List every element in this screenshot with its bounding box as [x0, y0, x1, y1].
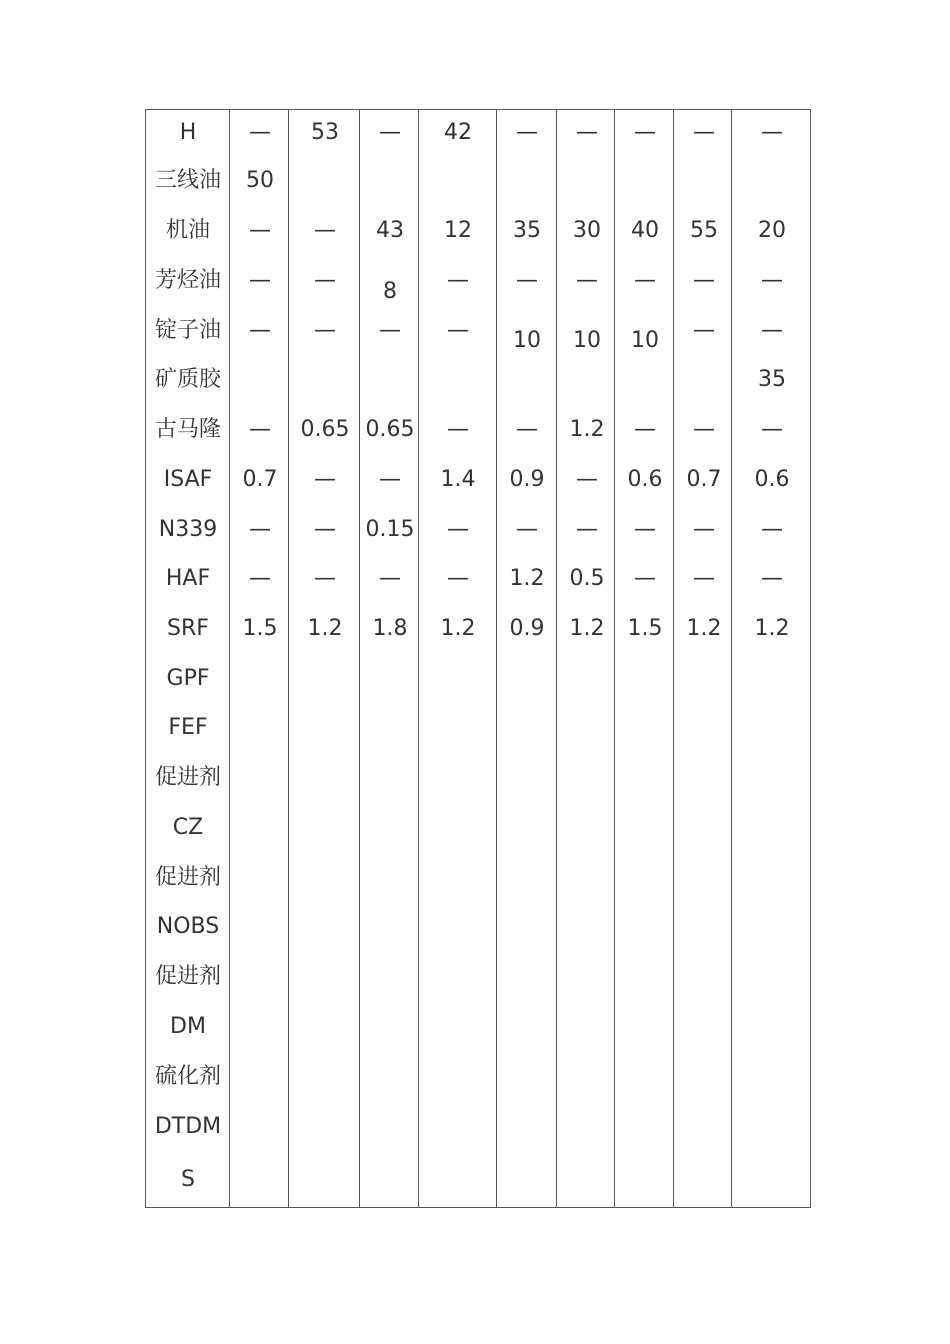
table-cell: 0.7 — [242, 467, 278, 492]
table-cell: 1.2 — [569, 616, 605, 641]
table-cell: 0.15 — [365, 517, 415, 542]
table-cell: 1.8 — [372, 616, 408, 641]
table-cell: 0.9 — [509, 616, 545, 641]
row-label: ISAF — [163, 467, 213, 492]
column-divider — [673, 110, 674, 1207]
table-cell: — — [516, 417, 538, 442]
column-divider — [418, 110, 419, 1207]
table-cell: — — [761, 318, 783, 343]
table-cell: — — [634, 120, 656, 145]
table-cell: 1.2 — [686, 616, 722, 641]
row-label: CZ — [172, 815, 204, 840]
data-table — [145, 109, 811, 1208]
table-cell: — — [314, 517, 336, 542]
column-divider — [359, 110, 360, 1207]
table-cell: — — [249, 566, 271, 591]
row-label: 促进剂 — [154, 765, 222, 790]
table-cell: — — [576, 517, 598, 542]
row-label: DM — [170, 1014, 206, 1039]
table-cell: — — [516, 120, 538, 145]
table-cell: 10 — [573, 328, 601, 353]
row-label: 促进剂 — [154, 865, 222, 890]
table-cell: 8 — [383, 279, 397, 304]
table-cell: — — [249, 268, 271, 293]
table-cell: 1.2 — [509, 566, 545, 591]
table-cell: — — [249, 318, 271, 343]
row-label: 机油 — [165, 218, 211, 243]
row-label: 芳烃油 — [154, 268, 222, 293]
column-divider — [556, 110, 557, 1207]
table-cell: — — [576, 467, 598, 492]
table-cell: — — [761, 566, 783, 591]
column-divider — [731, 110, 732, 1207]
table-cell: — — [693, 566, 715, 591]
table-cell: — — [379, 566, 401, 591]
table-cell: 35 — [758, 367, 786, 392]
table-cell: 1.2 — [569, 417, 605, 442]
table-cell: 1.4 — [440, 467, 476, 492]
table-cell: — — [693, 417, 715, 442]
table-cell: — — [693, 268, 715, 293]
row-label: DTDM — [154, 1114, 222, 1139]
table-cell: 12 — [444, 218, 472, 243]
table-cell: 0.7 — [686, 467, 722, 492]
column-divider — [229, 110, 230, 1207]
row-label: 硫化剂 — [154, 1064, 222, 1089]
table-cell: — — [447, 318, 469, 343]
table-cell: — — [314, 268, 336, 293]
table-cell: — — [761, 417, 783, 442]
table-cell: — — [576, 120, 598, 145]
column-divider — [288, 110, 289, 1207]
table-cell: — — [634, 268, 656, 293]
table-cell: — — [634, 417, 656, 442]
table-cell: — — [249, 218, 271, 243]
table-cell: 0.6 — [754, 467, 790, 492]
table-cell: 53 — [311, 120, 339, 145]
row-label: GPF — [166, 666, 210, 691]
table-cell: — — [634, 566, 656, 591]
table-cell: 1.2 — [307, 616, 343, 641]
table-cell: 1.5 — [627, 616, 663, 641]
table-cell: — — [693, 120, 715, 145]
table-cell: — — [634, 517, 656, 542]
table-cell: — — [314, 566, 336, 591]
table-cell: 43 — [376, 218, 404, 243]
row-label: N339 — [158, 517, 218, 542]
column-divider — [496, 110, 497, 1207]
row-label: SRF — [167, 616, 209, 641]
table-cell: 0.9 — [509, 467, 545, 492]
table-cell: 0.5 — [569, 566, 605, 591]
row-label: 矿质胶 — [154, 367, 222, 392]
table-cell: — — [761, 120, 783, 145]
table-cell: 1.2 — [440, 616, 476, 641]
table-cell: — — [314, 318, 336, 343]
table-cell: — — [379, 467, 401, 492]
table-cell: — — [516, 268, 538, 293]
row-label: HAF — [165, 566, 211, 591]
row-label: FEF — [168, 715, 208, 740]
table-cell: — — [693, 318, 715, 343]
table-cell: — — [693, 517, 715, 542]
table-cell: 1.5 — [242, 616, 278, 641]
row-label: 促进剂 — [154, 964, 222, 989]
table-cell: 40 — [631, 218, 659, 243]
table-cell: 50 — [246, 168, 274, 193]
table-cell: — — [761, 517, 783, 542]
row-label: S — [181, 1167, 195, 1192]
table-cell: 1.2 — [754, 616, 790, 641]
table-cell: — — [249, 517, 271, 542]
table-cell: — — [314, 467, 336, 492]
table-cell: 10 — [513, 328, 541, 353]
table-cell: 0.65 — [365, 417, 415, 442]
column-divider — [614, 110, 615, 1207]
table-cell: — — [576, 268, 598, 293]
row-label: 古马隆 — [154, 417, 222, 442]
table-cell: — — [447, 417, 469, 442]
row-label: 三线油 — [154, 168, 222, 193]
table-cell: 20 — [758, 218, 786, 243]
table-cell: 10 — [631, 328, 659, 353]
table-cell: — — [379, 120, 401, 145]
row-label: NOBS — [156, 914, 220, 939]
table-cell: — — [447, 268, 469, 293]
table-cell: — — [447, 517, 469, 542]
table-cell: — — [447, 566, 469, 591]
table-cell: 0.6 — [627, 467, 663, 492]
table-cell: — — [379, 318, 401, 343]
row-label: H — [179, 120, 197, 145]
row-label: 锭子油 — [154, 318, 222, 343]
table-cell: — — [516, 517, 538, 542]
table-cell: 42 — [444, 120, 472, 145]
table-cell: — — [761, 268, 783, 293]
table-cell: 35 — [513, 218, 541, 243]
table-cell: — — [249, 417, 271, 442]
table-cell: 0.65 — [300, 417, 350, 442]
table-cell: 30 — [573, 218, 601, 243]
table-cell: — — [249, 120, 271, 145]
table-cell: — — [314, 218, 336, 243]
table-cell: 55 — [690, 218, 718, 243]
